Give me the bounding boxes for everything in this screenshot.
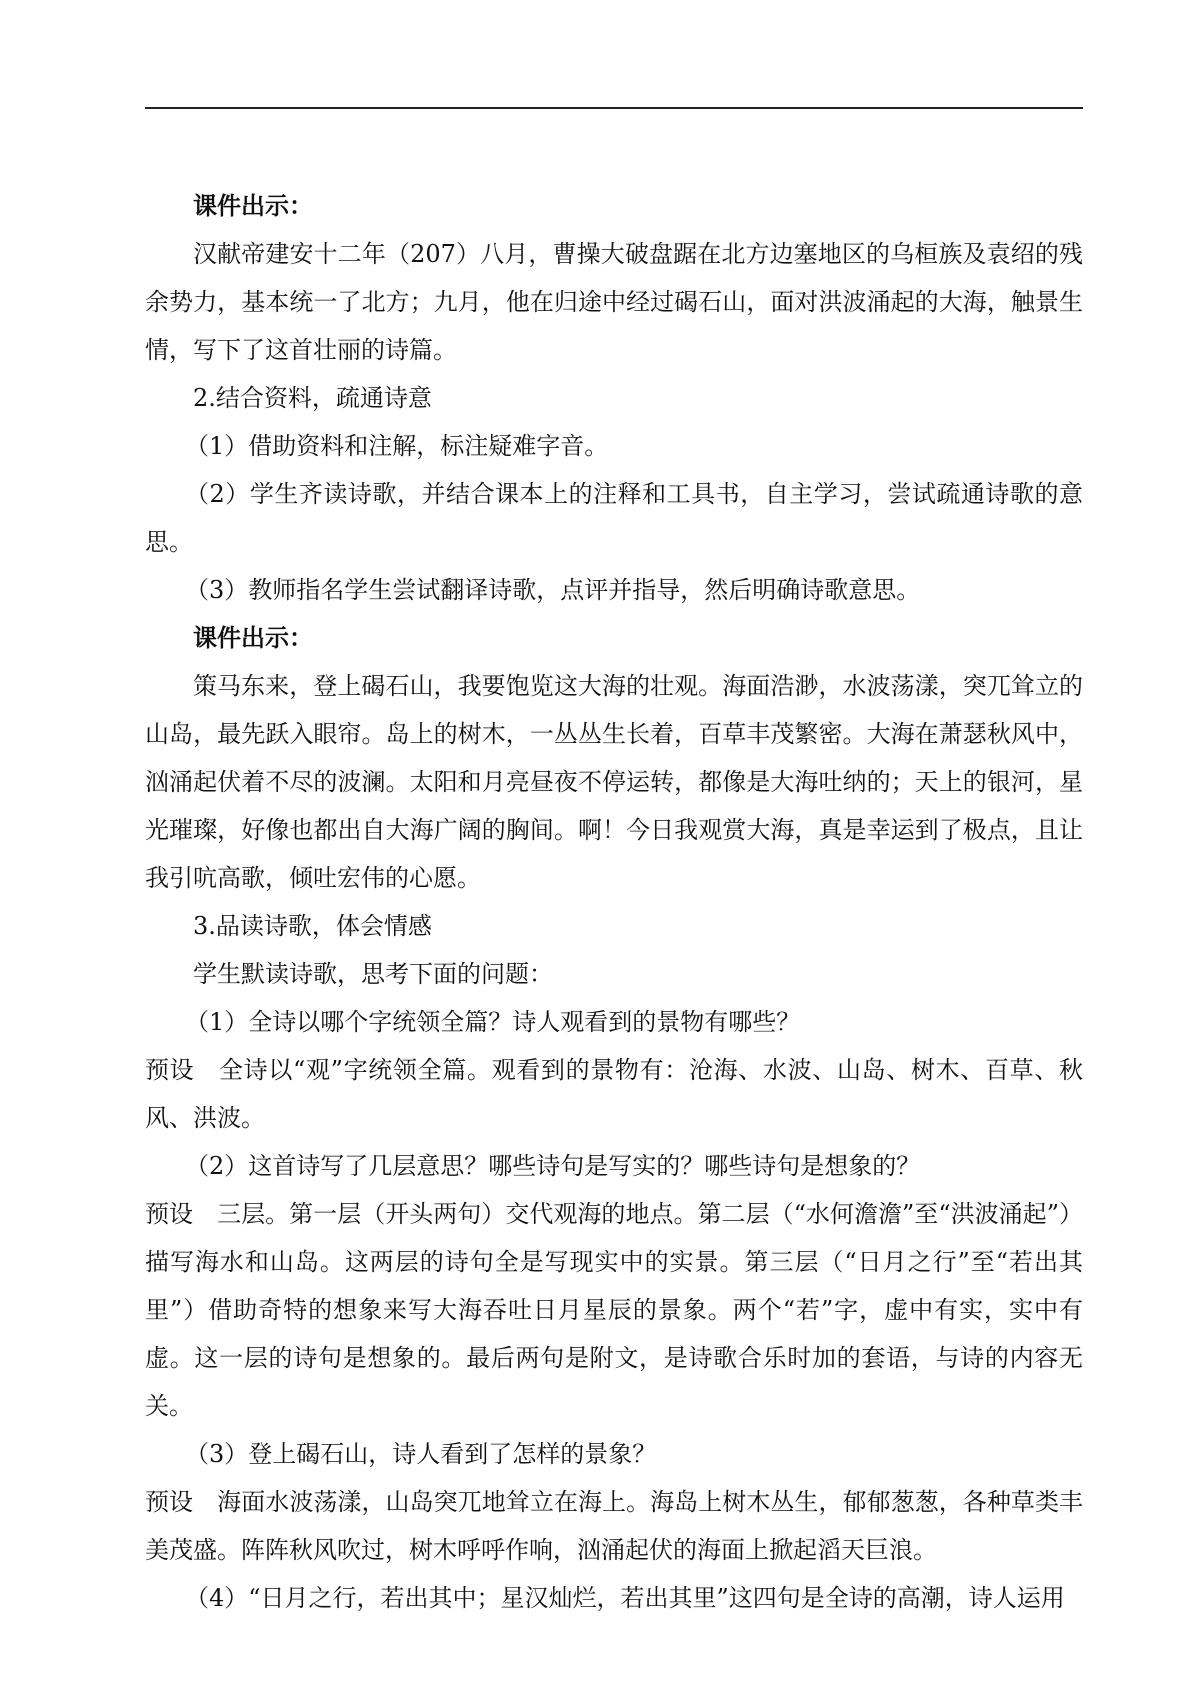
paragraph: （1）全诗以哪个字统领全篇？诗人观看到的景物有哪些？ <box>185 1008 801 1036</box>
paragraph: 学生默读诗歌，思考下面的问题： <box>193 960 553 988</box>
paragraph: 3.品读诗歌，体会情感 <box>193 912 432 940</box>
document-body <box>145 182 1083 1622</box>
paragraph: （3）教师指名学生尝试翻译诗歌，点评并指导，然后明确诗歌意思。 <box>185 576 921 604</box>
paragraph: （2）学生齐读诗歌，并结合课本上的注释和工具书，自主学习，尝试疏通诗歌的意思。 <box>145 480 1083 556</box>
paragraph: （2）这首诗写了几层意思？哪些诗句是写实的？哪些诗句是想象的？ <box>185 1152 921 1180</box>
paragraph: 预设 三层。第一层（开头两句）交代观海的地点。第二层（“水何澹澹”至“洪波涌起”）描写海水和山岛。这两层的诗句全是写现实中的实景。第三层（“日月之行”至“若出其里”）借助奇特的想象来写大海吞吐日月星辰的景象。两个“若”字，虚中有实，实中有虚。这一层的诗句是想象的。最后两句是附文，是诗歌合乐时加的套语，与诗的内容无关。 <box>145 1200 1083 1420</box>
paragraph: 课件出示： <box>193 191 313 220</box>
paragraph: 策马东来，登上碣石山，我要饱览这大海的壮观。海面浩渺，水波荡漾，突兀耸立的山岛，最先跃入眼帘。岛上的树木，一丛丛生长着，百草丰茂繁密。大海在萧瑟秋风中，汹涌起伏着不尽的波澜。太阳和月亮昼夜不停运转，都像是大海吐纳的；天上的银河，星光璀璨，好像也都出自大海广阔的胸间。啊！今日我观赏大海，真是幸运到了极点，且让我引吭高歌，倾吐宏伟的心愿。 <box>145 672 1083 892</box>
paragraph: 课件出示： <box>193 623 313 652</box>
paragraph: 汉献帝建安十二年（207）八月，曹操大破盘踞在北方边塞地区的乌桓族及袁绍的残余势力，基本统一了北方；九月，他在归途中经过碣石山，面对洪波涌起的大海，触景生情，写下了这首壮丽的诗篇。 <box>145 240 1083 364</box>
paragraph: 2.结合资料，疏通诗意 <box>193 384 432 412</box>
header-rule <box>145 107 1083 109</box>
paragraph: （3）登上碣石山，诗人看到了怎样的景象？ <box>185 1440 657 1468</box>
paragraph: （4）“日月之行，若出其中；星汉灿烂，若出其里”这四句是全诗的高潮，诗人运用 <box>185 1584 1065 1612</box>
paragraph: （1）借助资料和注解，标注疑难字音。 <box>185 432 609 460</box>
paragraph: 预设 海面水波荡漾，山岛突兀地耸立在海上。海岛上树木丛生，郁郁葱葱，各种草类丰美茂盛。阵阵秋风吹过，树木呼呼作响，汹涌起伏的海面上掀起滔天巨浪。 <box>145 1488 1083 1564</box>
paragraph: 预设 全诗以“观”字统领全篇。观看到的景物有：沧海、水波、山岛、树木、百草、秋风、洪波。 <box>145 1056 1083 1132</box>
